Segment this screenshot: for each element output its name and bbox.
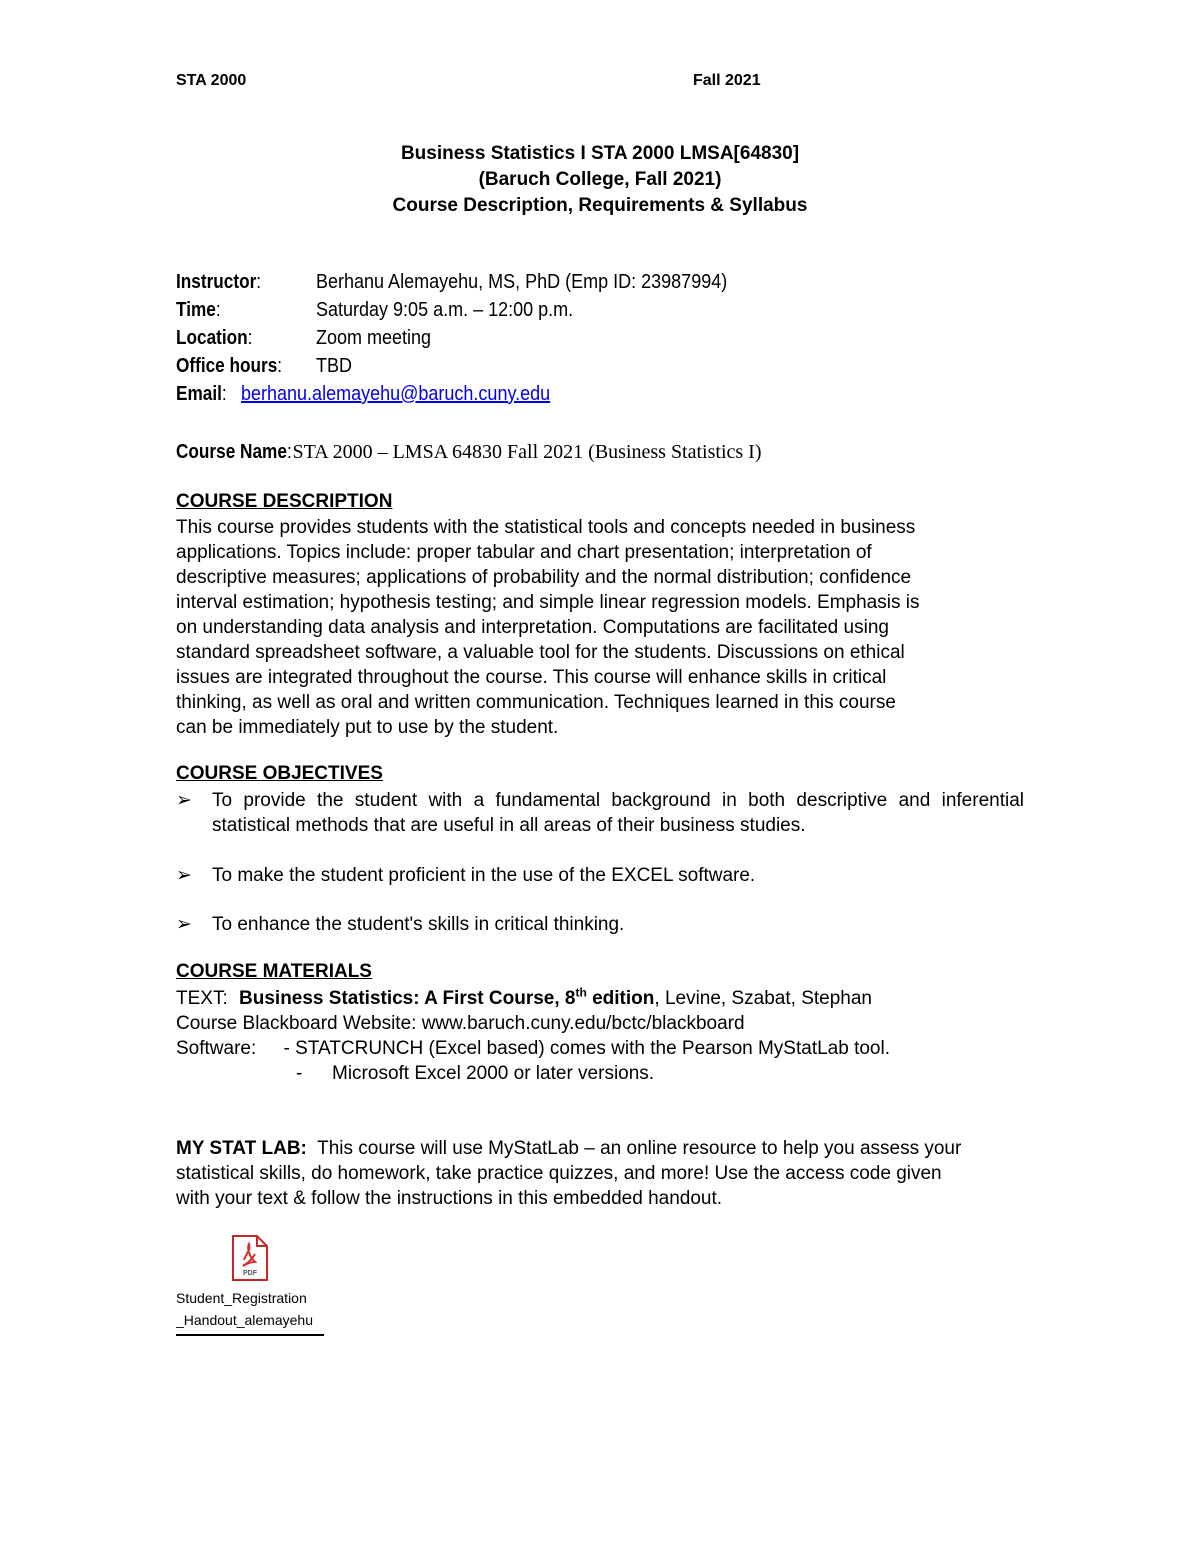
attachment-filename bbox=[176, 1287, 324, 1331]
course-name-value: STA 2000 – LMSA 64830 Fall 2021 (Business Statistics I) bbox=[292, 441, 762, 463]
email-label: Email bbox=[176, 383, 222, 405]
description-line: issues are integrated throughout the course. This course will enhance skills in critical bbox=[176, 667, 887, 688]
instructor-label: Instructor bbox=[176, 271, 257, 293]
objective-item bbox=[176, 912, 1024, 938]
description-line: thinking, as well as oral and written communication. Techniques learned in this course bbox=[176, 692, 896, 713]
header-term: Fall 2021 bbox=[693, 72, 761, 89]
textbook-authors: , Levine, Szabat, Stephan bbox=[654, 988, 872, 1009]
arrow-bullet-icon: ➢ bbox=[176, 865, 192, 886]
pdf-icon-label: PDF bbox=[243, 1270, 257, 1277]
objective-item bbox=[176, 863, 1024, 889]
mystatlab-line-1: This course will use MyStatLab – an online resource to help you assess your bbox=[306, 1138, 962, 1159]
description-line: can be immediately put to use by the student. bbox=[176, 717, 559, 738]
objective-text: To enhance the student's skills in critical thinking. bbox=[212, 914, 625, 935]
objective-item bbox=[176, 788, 1024, 840]
location-row: Location: Zoom meeting bbox=[176, 324, 773, 352]
objective-text: To provide the student with a fundamental background in both descriptive and inferential statistical methods that are useful in all areas of their business studies. bbox=[212, 790, 1024, 836]
software-excel: Microsoft Excel 2000 or later versions. bbox=[332, 1063, 655, 1084]
location-label: Location bbox=[176, 327, 248, 349]
description-line: applications. Topics include: proper tabular and chart presentation; interpretation of bbox=[176, 542, 872, 563]
arrow-bullet-icon: ➢ bbox=[176, 914, 192, 935]
text-label: TEXT: bbox=[176, 988, 228, 1009]
title-line-2: (Baruch College, Fall 2021) bbox=[478, 169, 722, 190]
course-info bbox=[176, 268, 773, 408]
mystatlab-line-3: with your text & follow the instructions in this embedded handout. bbox=[176, 1188, 723, 1209]
textbook-edition: edition bbox=[586, 988, 655, 1009]
time-row: Time: Saturday 9:05 a.m. – 12:00 p.m. bbox=[176, 296, 773, 324]
mystatlab-label: MY STAT LAB: bbox=[176, 1138, 307, 1159]
office-hours-row: Office hours: TBD bbox=[176, 352, 773, 380]
mystatlab-paragraph bbox=[176, 1136, 961, 1211]
office-hours-value: TBD bbox=[316, 355, 352, 377]
software-dash: - bbox=[296, 1063, 303, 1084]
course-objectives-heading: COURSE OBJECTIVES bbox=[176, 763, 383, 784]
course-description-heading: COURSE DESCRIPTION bbox=[176, 491, 393, 512]
title-line-1: Business Statistics I STA 2000 LMSA[64830] bbox=[400, 143, 800, 164]
description-line: on understanding data analysis and interpretation. Computations are facilitated using bbox=[176, 617, 889, 638]
description-line: This course provides students with the statistical tools and concepts needed in business bbox=[176, 517, 916, 538]
document-title bbox=[0, 141, 1200, 219]
blackboard-website: Course Blackboard Website: www.baruch.cuny.edu/bctc/blackboard bbox=[176, 1013, 745, 1034]
header-course-code: STA 2000 bbox=[176, 72, 247, 89]
mystatlab-line-2: statistical skills, do homework, take practice quizzes, and more! Use the access code given bbox=[176, 1163, 942, 1184]
objective-text: To make the student proficient in the use of the EXCEL software. bbox=[212, 865, 756, 886]
title-line-3: Course Description, Requirements & Syllabus bbox=[392, 195, 808, 216]
email-link[interactable]: berhanu.alemayehu@baruch.cuny.edu bbox=[240, 383, 551, 405]
description-line: interval estimation; hypothesis testing; and simple linear regression models. Emphasis is bbox=[176, 592, 920, 613]
description-line: standard spreadsheet software, a valuable tool for the students. Discussions on ethical bbox=[176, 642, 905, 663]
attachment-filename-line-2: _Handout_alemayehu bbox=[176, 1312, 313, 1328]
email-row: Email: berhanu.alemayehu@baruch.cuny.edu bbox=[176, 383, 551, 405]
course-materials-heading: COURSE MATERIALS bbox=[176, 961, 372, 982]
software-label: Software: bbox=[176, 1038, 257, 1059]
instructor-value: Berhanu Alemayehu, MS, PhD (Emp ID: 23987994) bbox=[316, 271, 728, 293]
description-line: descriptive measures; applications of probability and the normal distribution; confidence bbox=[176, 567, 912, 588]
software-statcrunch: - STATCRUNCH (Excel based) comes with the Pearson MyStatLab tool. bbox=[283, 1038, 890, 1059]
attachment-filename-line-1: Student_Registration bbox=[176, 1290, 307, 1306]
arrow-bullet-icon: ➢ bbox=[176, 790, 192, 811]
time-label: Time bbox=[176, 299, 216, 321]
software-line-1 bbox=[176, 1036, 890, 1061]
textbook-title: Business Statistics: A First Course, 8 bbox=[239, 988, 576, 1009]
pdf-file-icon bbox=[231, 1234, 269, 1282]
course-name-label: Course Name bbox=[176, 441, 287, 463]
course-name-line: Course Name:STA 2000 – LMSA 64830 Fall 2021 (Business Statistics I) bbox=[176, 441, 762, 463]
attachment-underline bbox=[176, 1334, 324, 1336]
instructor-row: Instructor: Berhanu Alemayehu, MS, PhD (Emp ID: 23987994) bbox=[176, 268, 773, 296]
location-value: Zoom meeting bbox=[316, 327, 432, 349]
embedded-pdf-attachment[interactable] bbox=[176, 1234, 324, 1336]
course-description-body bbox=[176, 515, 919, 740]
edition-suffix: th bbox=[575, 985, 587, 1000]
office-hours-label: Office hours bbox=[176, 355, 278, 377]
textbook-line bbox=[176, 986, 872, 1011]
software-line-2 bbox=[296, 1061, 655, 1086]
time-value: Saturday 9:05 a.m. – 12:00 p.m. bbox=[316, 299, 574, 321]
